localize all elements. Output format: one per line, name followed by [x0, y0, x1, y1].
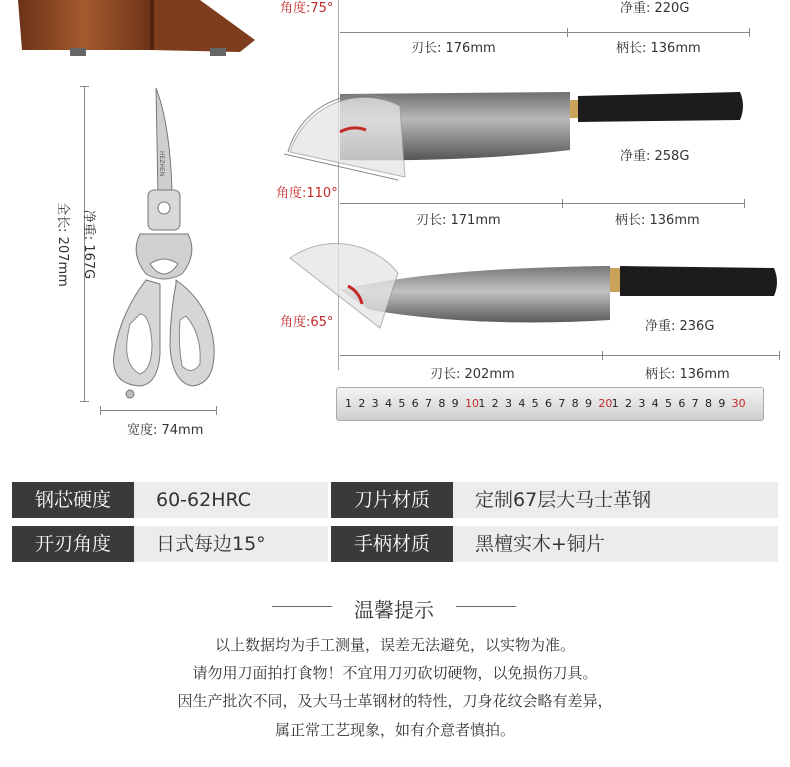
ruler-digit: 8 — [705, 397, 712, 410]
handle-length-top: 柄长: 136mm — [616, 41, 701, 56]
ruler-digit: 2 — [625, 397, 632, 410]
ruler-digit: 7 — [425, 397, 432, 410]
ruler-digit: 8 — [438, 397, 446, 410]
ruler-digit: 6 — [678, 397, 686, 410]
ruler-digit: 1 — [345, 397, 352, 410]
ruler-digit: 1 — [611, 397, 619, 410]
ruler-digit: 3 — [638, 397, 646, 410]
kitchen-scissors-image — [100, 84, 230, 404]
scissors-length-label: 全长: 207mm — [54, 202, 70, 287]
ruler-digit: 10 — [465, 397, 479, 410]
ruler-digit: 20 — [598, 397, 613, 410]
scissors-width-line — [100, 410, 217, 411]
spec-key-blade-material: 刀片材质 — [331, 482, 453, 518]
ruler-digit: 7 — [558, 397, 566, 410]
blade-length-middle: 刃长: 171mm — [416, 213, 501, 228]
dimension-tick — [602, 351, 603, 360]
ruler-digit: 9 — [451, 397, 459, 410]
width-tick — [216, 406, 217, 415]
dimension-tick — [744, 199, 745, 208]
weight-label-top: 净重: 220G — [620, 1, 690, 16]
blade-length-bottom: 刃长: 202mm — [430, 367, 515, 382]
scissors-brand: HEZHEN — [158, 151, 165, 177]
ruler-digit: 4 — [385, 397, 392, 410]
weight-label-bottom: 净重: 236G — [645, 319, 715, 334]
ruler-digits — [345, 397, 745, 413]
dimension-tick — [779, 351, 780, 360]
weight-label-middle: 净重: 258G — [620, 149, 690, 164]
measuring-ruler — [336, 387, 764, 421]
spec-value-blade-material: 定制67层大马士革钢 — [453, 482, 778, 518]
tips-line: 属正常工艺现象，如有介意者慎拍。 — [274, 721, 515, 739]
ruler-digit: 7 — [691, 397, 699, 410]
ruler-digit: 4 — [518, 397, 526, 410]
cleaver-knife-image — [270, 82, 750, 192]
ruler-digit: 1 — [478, 397, 486, 410]
spec-value-handle-material: 黑檀实木+铜片 — [453, 526, 778, 562]
ruler-digit: 8 — [571, 397, 579, 410]
dimension-tick — [562, 199, 563, 208]
tips-title: 温馨提示 — [354, 598, 434, 622]
ruler-digit: 6 — [411, 397, 419, 410]
ruler-digit: 2 — [491, 397, 499, 410]
tips-rule-right — [456, 606, 516, 607]
dimension-tick — [749, 28, 750, 37]
ruler-digit: 30 — [731, 397, 746, 410]
tips-line: 因生产批次不同，及大马士革钢材的特性，刀身花纹会略有差异， — [177, 692, 613, 710]
dimension-tick — [567, 28, 568, 37]
dimension-line-top — [340, 32, 750, 33]
ruler-digit: 5 — [531, 397, 539, 410]
ruler-digit: 5 — [398, 397, 406, 410]
handle-length-middle: 柄长: 136mm — [615, 213, 700, 228]
ruler-digit: 3 — [505, 397, 512, 410]
angle-label-middle: 角度:110° — [276, 186, 338, 201]
knife-block-image — [0, 0, 270, 70]
tips-line: 以上数据均为手工测量，误差无法避免，以实物为准。 — [214, 636, 575, 654]
tips-rule-left — [272, 606, 332, 607]
ruler-digit: 9 — [585, 397, 592, 410]
scissors-width-label: 宽度: 74mm — [127, 423, 204, 438]
spec-key-handle-material: 手柄材质 — [331, 526, 453, 562]
height-tick — [80, 86, 89, 87]
dimension-line-middle — [340, 203, 745, 204]
handle-length-bottom: 柄长: 136mm — [645, 367, 730, 382]
dimension-line-bottom — [340, 355, 780, 356]
ruler-digit: 4 — [651, 397, 659, 410]
angle-label-top: 角度:75° — [280, 1, 334, 16]
ruler-digit: 2 — [358, 397, 366, 410]
spec-value-edge-angle: 日式每边15° — [134, 526, 328, 562]
tips-line: 请勿用刀面拍打食物！不宜用刀刃砍切硬物，以免损伤刀具。 — [192, 664, 598, 682]
angle-label-bottom: 角度:65° — [280, 315, 334, 330]
ruler-digit: 3 — [371, 397, 379, 410]
spec-value-hardness: 60-62HRC — [134, 482, 328, 518]
spec-key-edge-angle: 开刃角度 — [12, 526, 134, 562]
scissors-weight-label: 净重: 167G — [81, 209, 97, 280]
spec-key-hardness: 钢芯硬度 — [12, 482, 134, 518]
blade-length-top: 刃长: 176mm — [411, 41, 496, 56]
ruler-digit: 5 — [665, 397, 672, 410]
ruler-digit: 6 — [545, 397, 552, 410]
height-tick — [80, 401, 89, 402]
width-tick — [100, 406, 101, 415]
ruler-digit: 9 — [718, 397, 726, 410]
